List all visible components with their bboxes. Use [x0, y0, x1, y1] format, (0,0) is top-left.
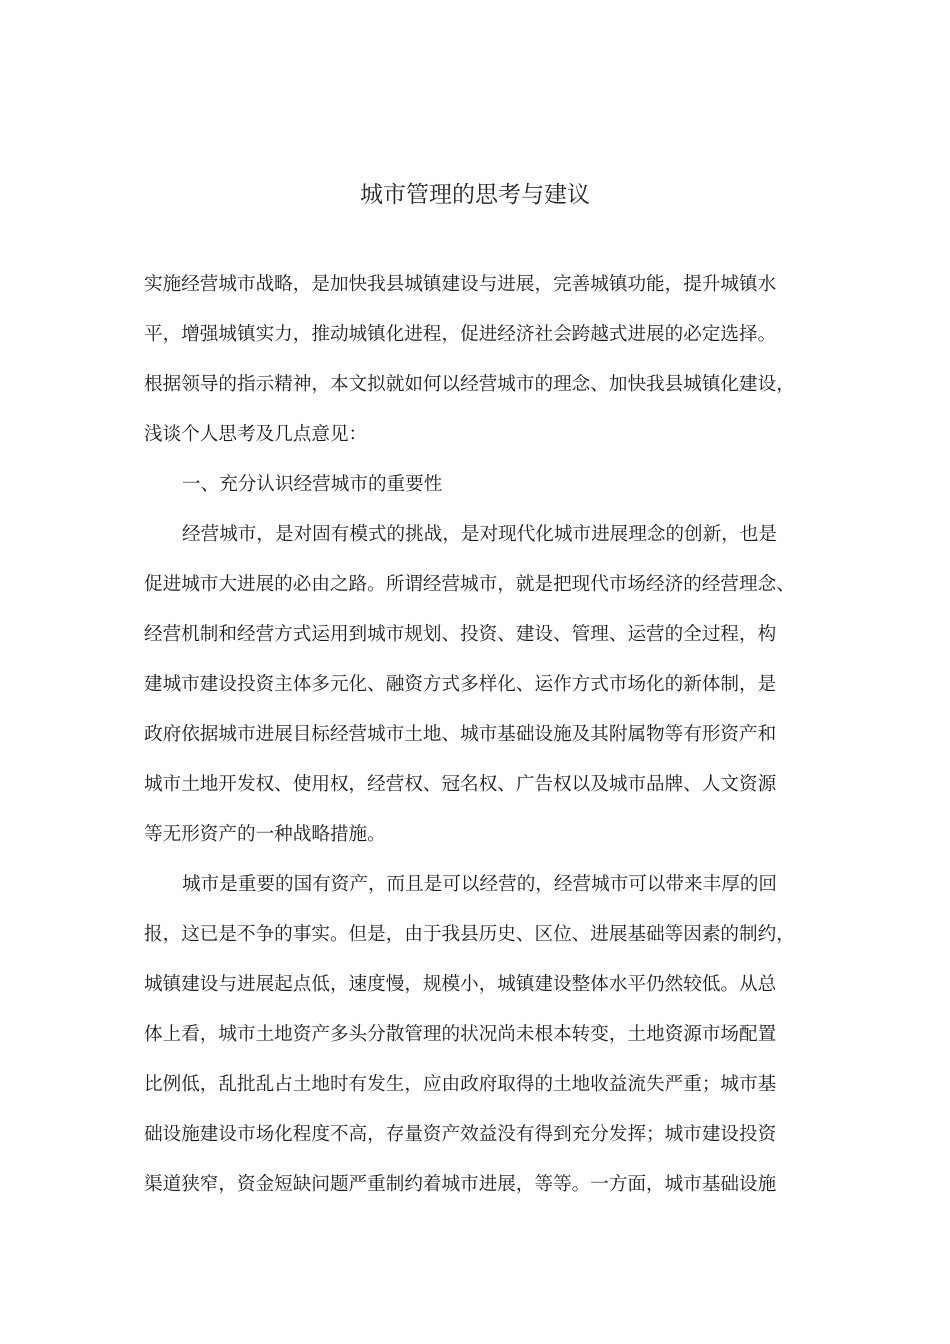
paragraph-line: 政府依据城市进展目标经营城市土地、城市基础设施及其附属物等有形资产和: [144, 724, 777, 745]
paragraph-line: 根据领导的指示精神，本文拟就如何以经营城市的理念、加快我县城镇化建设，: [144, 374, 795, 395]
paragraph-line: 促进城市大进展的必由之路。所谓经营城市，就是把现代市场经济的经营理念、: [144, 574, 795, 595]
paragraph-line: 浅谈个人思考及几点意见：: [144, 424, 368, 445]
paragraph-line: 经营机制和经营方式运用到城市规划、投资、建设、管理、运营的全过程，构: [144, 624, 777, 645]
paragraph-line: 经营城市，是对固有模式的挑战，是对现代化城市进展理念的创新，也是: [182, 524, 778, 545]
paragraph-line: 报，这已是不争的事实。但是，由于我县历史、区位、进展基础等因素的制约，: [144, 924, 795, 945]
paragraph-line: 城市土地开发权、使用权，经营权、冠名权、广告权以及城市品牌、人文资源: [144, 774, 777, 795]
paragraph-line: 实施经营城市战略，是加快我县城镇建设与进展，完善城镇功能，提升城镇水: [144, 274, 777, 295]
paragraph-line: 等无形资产的一种战略措施。: [144, 824, 386, 845]
paragraph-line: 城镇建设与进展起点低，速度慢，规模小，城镇建设整体水平仍然较低。从总: [144, 974, 777, 995]
paragraph-line: 体上看，城市土地资产多头分散管理的状况尚未根本转变，土地资源市场配置: [144, 1024, 777, 1045]
paragraph-line: 础设施建设市场化程度不高，存量资产效益没有得到充分发挥；城市建设投资: [144, 1124, 777, 1145]
paragraph-line: 比例低，乱批乱占土地时有发生，应由政府取得的土地收益流失严重；城市基: [144, 1074, 777, 1095]
paragraph-line: 城市是重要的国有资产，而且是可以经营的，经营城市可以带来丰厚的回: [182, 874, 778, 895]
section-heading: 一、充分认识经营城市的重要性: [182, 474, 443, 495]
paragraph-line: 平，增强城镇实力，推动城镇化进程，促进经济社会跨越式进展的必定选择。: [144, 324, 777, 345]
paragraph-line: 建城市建设投资主体多元化、融资方式多样化、运作方式市场化的新体制，是: [144, 674, 777, 695]
paragraph-line: 渠道狭窄，资金短缺问题严重制约着城市进展，等等。一方面，城市基础设施: [144, 1174, 777, 1195]
document-title: 城市管理的思考与建议: [360, 182, 590, 208]
